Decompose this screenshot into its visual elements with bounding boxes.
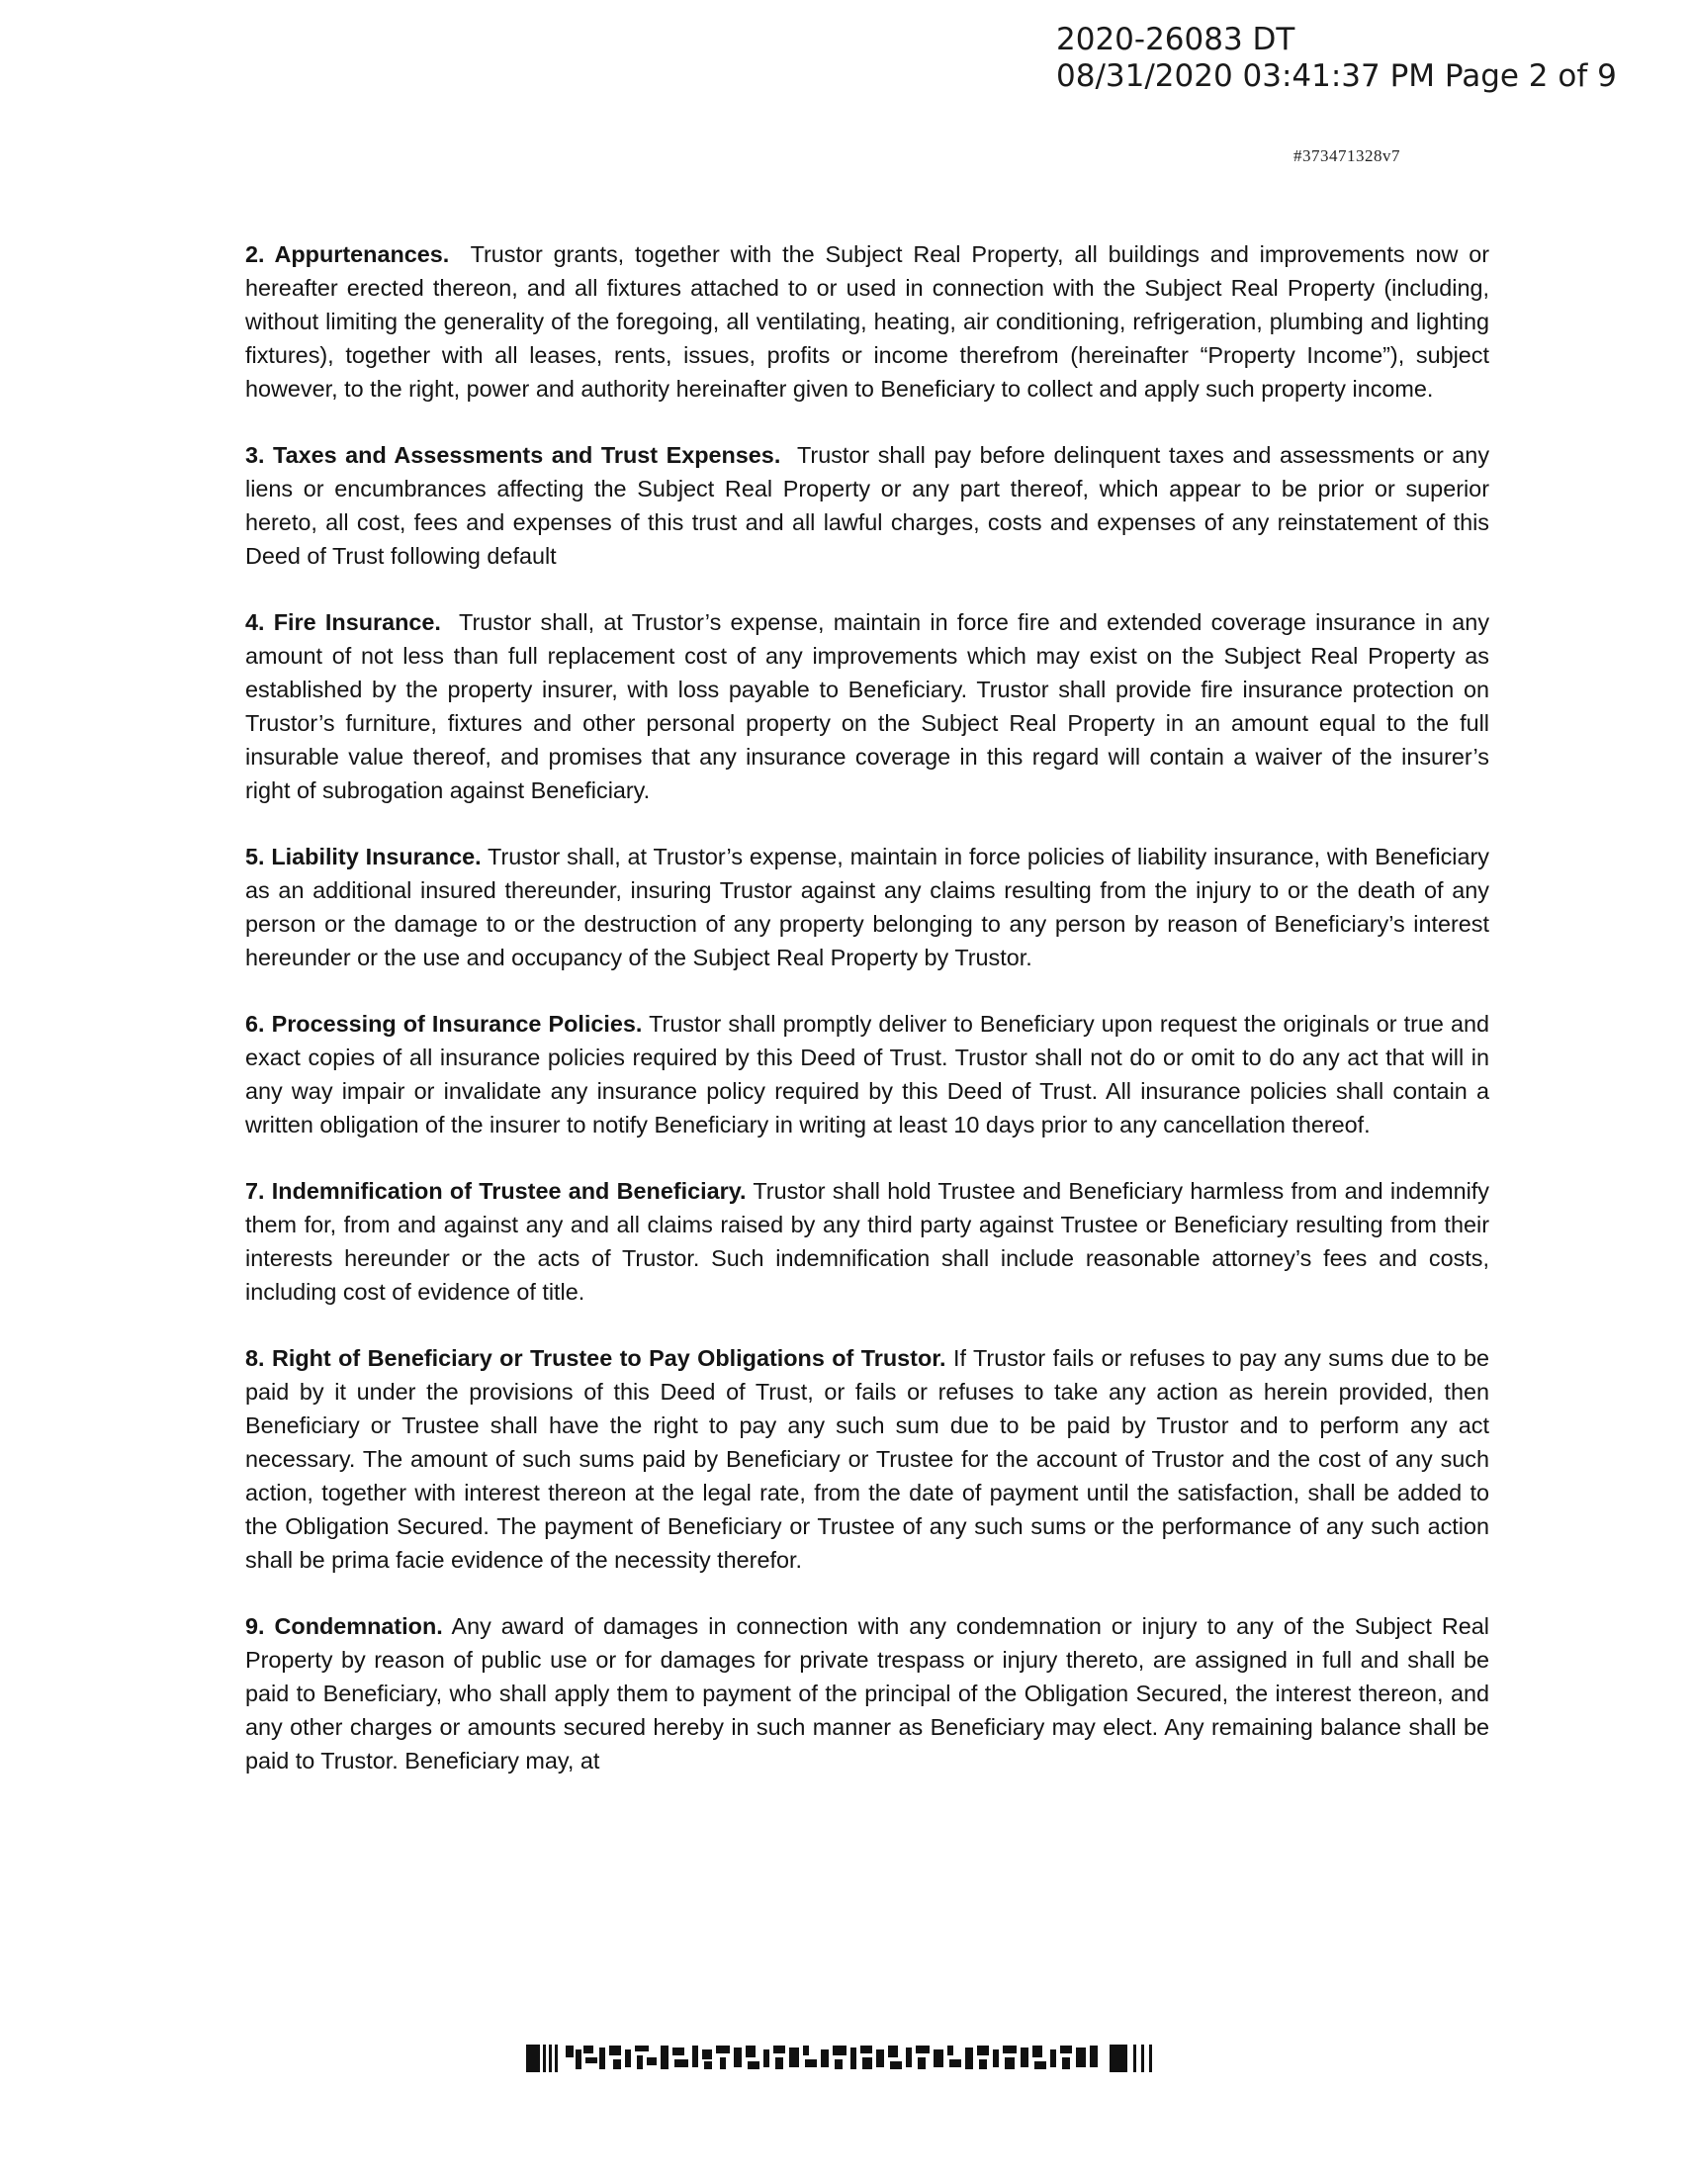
paragraph-condemnation <box>245 1609 1489 1777</box>
paragraph-liability-insurance <box>245 840 1489 974</box>
paragraph-text: Trustor shall hold Trustee and Beneficiary harmless from and indemnify them for, from and against any and all claims raised by any third party against Trustee or Beneficiary resulting from their interests hereunder or the acts of Trustor. Such indemnification shall include reasonable attorney’s fees and costs, including cost of evidence of title. <box>245 1178 1490 1305</box>
paragraph-text: If Trustor fails or refuses to pay any sums due to be paid by it under the provisions of this Deed of Trust, or fails or refuses to take any action as herein provided, then Beneficiary or Trustee shall have the right to pay any such sum due to be paid by Trustor and to perform any act necessary. The amount of such sums paid by Beneficiary or Trustee for the account of Trustor and the cost of any such action, together with interest thereon at the legal rate, from the date of payment until the satisfaction, shall be added to the Obligation Secured. The payment of Beneficiary or Trustee of any such sums or the performance of any such action shall be prima facie evidence of the necessity therefor. <box>245 1345 1489 1573</box>
paragraph-heading: 5. Liability Insurance. <box>245 844 482 869</box>
paragraph-processing-insurance <box>245 1007 1489 1141</box>
paragraph-heading: 2. Appurtenances. <box>245 241 450 267</box>
paragraph-heading: 3. Taxes and Assessments and Trust Expenses. <box>245 442 781 468</box>
recording-number: 2020-26083 DT <box>1056 22 1295 57</box>
paragraph-heading: 8. Right of Beneficiary or Trustee to Pay Obligations of Trustor. <box>245 1345 946 1371</box>
paragraph-fire-insurance <box>245 605 1489 807</box>
recording-datetime-page: 08/31/2020 03:41:37 PM Page 2 of 9 <box>1056 58 1617 94</box>
paragraph-indemnification <box>245 1174 1489 1309</box>
recording-stamp <box>1056 22 1617 95</box>
paragraph-appurtenances <box>245 237 1489 406</box>
paragraph-text: Trustor grants, together with the Subject Real Property, all buildings and improvements now or hereafter erected thereon, and all fixtures attached to or used in connection with the Subject Real Property (including, without limiting the generality of the foregoing, all ventilating, heating, air conditioning, refrigeration, plumbing and lighting fixtures), together with all leases, rents, issues, profits or income therefrom (hereinafter “Property Income”), subject however, to the right, power and authority hereinafter given to Beneficiary to collect and apply such property income. <box>245 241 1489 402</box>
paragraph-text: Trustor shall, at Trustor’s expense, maintain in force fire and extended coverage insurance in any amount of not less than full replacement cost of any improvements which may exist on the Subject Real Property as established by the property insurer, with loss payable to Beneficiary. Trustor shall provide fire insurance protection on Trustor’s furniture, fixtures and other personal property on the Subject Real Property in an amount equal to the full insurable value thereof, and promises that any insurance coverage in this regard will contain a waiver of the insurer’s right of subrogation against Beneficiary. <box>245 609 1490 803</box>
paragraph-text: Any award of damages in connection with any condemnation or injury to any of the Subject Real Property by reason of public use or for damages for private trespass or injury thereto, are assigned in full and shall be paid to Beneficiary, who shall apply them to payment of the principal of the Obligation Secured, the interest thereon, and any other charges or amounts secured hereby in such manner as Beneficiary may elect. Any remaining balance shall be paid to Trustor. Beneficiary may, at <box>245 1613 1489 1774</box>
paragraph-heading: 7. Indemnification of Trustee and Beneficiary. <box>245 1178 747 1204</box>
paragraph-heading: 4. Fire Insurance. <box>245 609 441 635</box>
paragraph-right-to-pay <box>245 1341 1489 1577</box>
document-body <box>245 237 1489 1810</box>
paragraph-taxes-assessments <box>245 438 1489 573</box>
recording-barcode <box>526 2044 1179 2073</box>
paragraph-text: Trustor shall promptly deliver to Beneficiary upon request the originals or true and exact copies of all insurance policies required by this Deed of Trust. Trustor shall not do or omit to do any act that will in any way impair or invalidate any insurance policy required by this Deed of Trust. All insurance policies shall contain a written obligation of the insurer to notify Beneficiary in writing at least 10 days prior to any cancellation thereof. <box>245 1011 1490 1138</box>
document-number: #373471328v7 <box>1293 146 1400 165</box>
paragraph-text: Trustor shall pay before delinquent taxes and assessments or any liens or encumbrances affecting the Subject Real Property or any part thereof, which appear to be prior or superior hereto, all cost, fees and expenses of this trust and all lawful charges, costs and expenses of any reinstatement of this Deed of Trust following default <box>245 442 1490 569</box>
paragraph-heading: 9. Condemnation. <box>245 1613 443 1639</box>
paragraph-text: Trustor shall, at Trustor’s expense, maintain in force policies of liability insurance, with Beneficiary as an additional insured thereunder, insuring Trustor against any claims resulting from the injury to or the death of any person or the damage to or the destruction of any property belonging to any person by reason of Beneficiary’s interest hereunder or the use and occupancy of the Subject Real Property by Trustor. <box>245 844 1490 970</box>
paragraph-heading: 6. Processing of Insurance Policies. <box>245 1011 643 1037</box>
